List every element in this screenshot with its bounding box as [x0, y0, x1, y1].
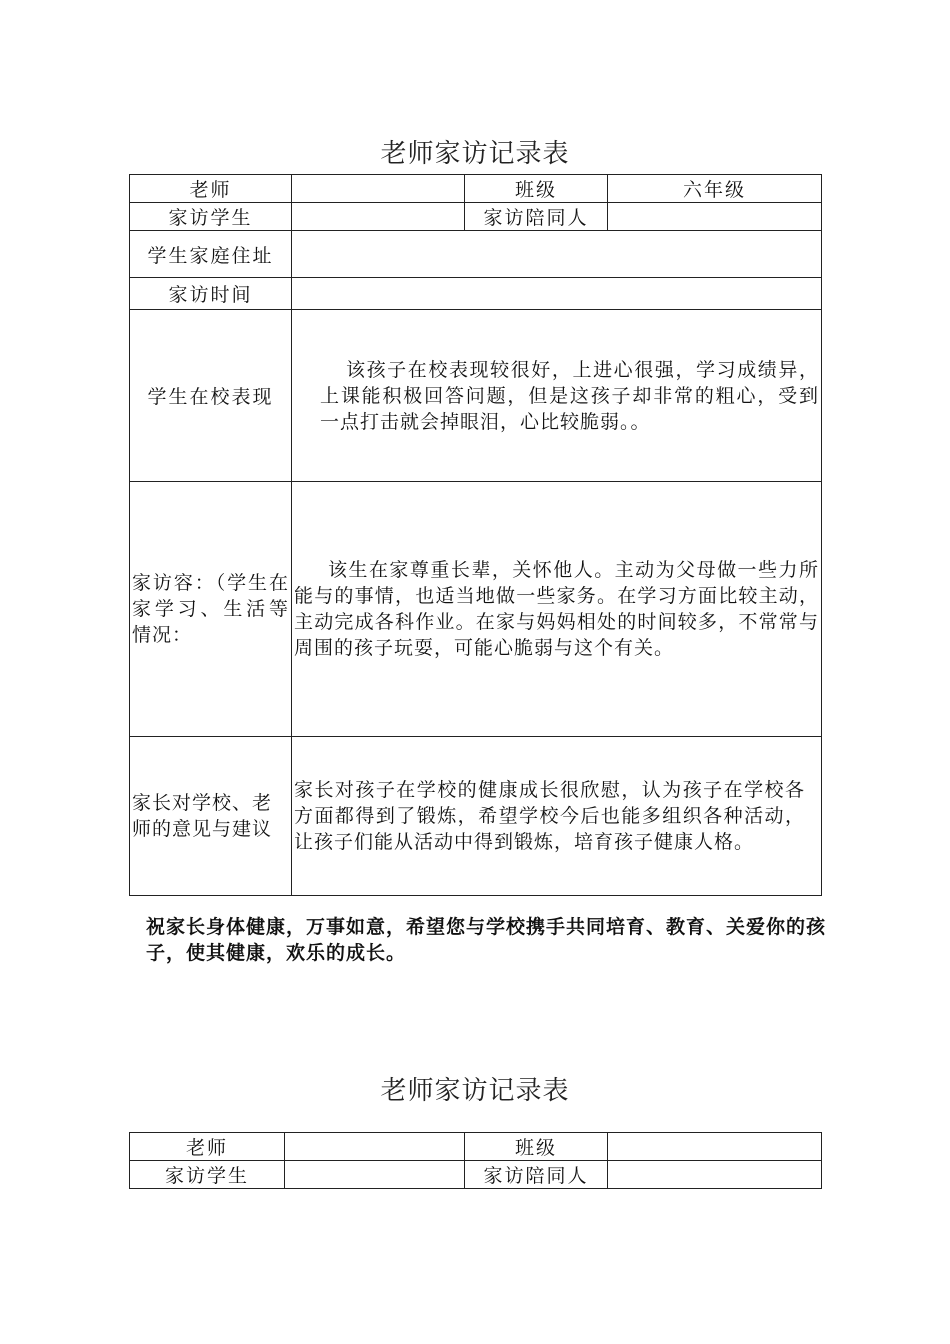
teacher-label-2: 老师	[130, 1133, 285, 1161]
student-field-2[interactable]	[285, 1161, 465, 1189]
school-performance-field[interactable]	[292, 310, 822, 482]
page-title: 老师家访记录表	[380, 139, 570, 169]
student-label-2: 家访学生	[130, 1161, 285, 1189]
visit-record-table-2	[129, 1132, 822, 1189]
student-field[interactable]	[292, 203, 465, 231]
parent-opinion-field[interactable]	[292, 737, 822, 896]
teacher-field[interactable]	[292, 175, 465, 203]
visit-time-label: 家访时间	[130, 278, 292, 310]
student-label: 家访学生	[130, 203, 292, 231]
visit-record-table	[129, 174, 822, 896]
teacher-field-2[interactable]	[285, 1133, 465, 1161]
school-performance-label: 学生在校表现	[130, 310, 292, 482]
visit-content-label: 家访容：（学生在家学习、生活等情况：	[132, 572, 289, 646]
visit-content-label-cell	[130, 482, 292, 737]
companion-field-2[interactable]	[608, 1161, 822, 1189]
visit-content-field[interactable]	[292, 482, 822, 737]
companion-label: 家访陪同人	[465, 203, 608, 231]
closing-message: 祝家长身体健康，万事如意，希望您与学校携手共同培育、教育、关爱你的孩子，使其健康，欢乐的成长。	[146, 916, 827, 964]
class-label-2: 班级	[465, 1133, 608, 1161]
address-label: 学生家庭住址	[130, 231, 292, 278]
school-performance-text: 该孩子在校表现较很好，上进心很强，学习成绩异，上课能积极回答问题，但是这孩子却非常的粗心，受到一点打击就会掉眼泪，心比较脆弱。。	[320, 358, 819, 433]
parent-opinion-text: 家长对孩子在学校的健康成长很欣慰，认为孩子在学校各方面都得到了锻炼，希望学校今后也能多组织各种活动，让孩子们能从活动中得到锻炼，培育孩子健康人格。	[294, 779, 805, 853]
companion-label-2: 家访陪同人	[465, 1161, 608, 1189]
parent-opinion-label-cell	[130, 737, 292, 896]
class-field[interactable]: 六年级	[608, 175, 822, 203]
class-label: 班级	[465, 175, 608, 203]
visit-content-text: 该生在家尊重长辈，关怀他人。主动为父母做一些力所能与的事情，也适当地做一些家务。在学习方面比较主动，主动完成各科作业。在家与妈妈相处的时间较多，不常常与周围的孩子玩耍，可能心脆弱与这个有关。	[294, 559, 819, 659]
address-field[interactable]	[292, 231, 822, 278]
class-field-2[interactable]	[608, 1133, 822, 1161]
companion-field[interactable]	[608, 203, 822, 231]
page-title-2: 老师家访记录表	[380, 1076, 570, 1106]
teacher-label: 老师	[130, 175, 292, 203]
parent-opinion-label: 家长对学校、老师的意见与建议	[132, 792, 273, 840]
visit-time-field[interactable]	[292, 278, 822, 310]
